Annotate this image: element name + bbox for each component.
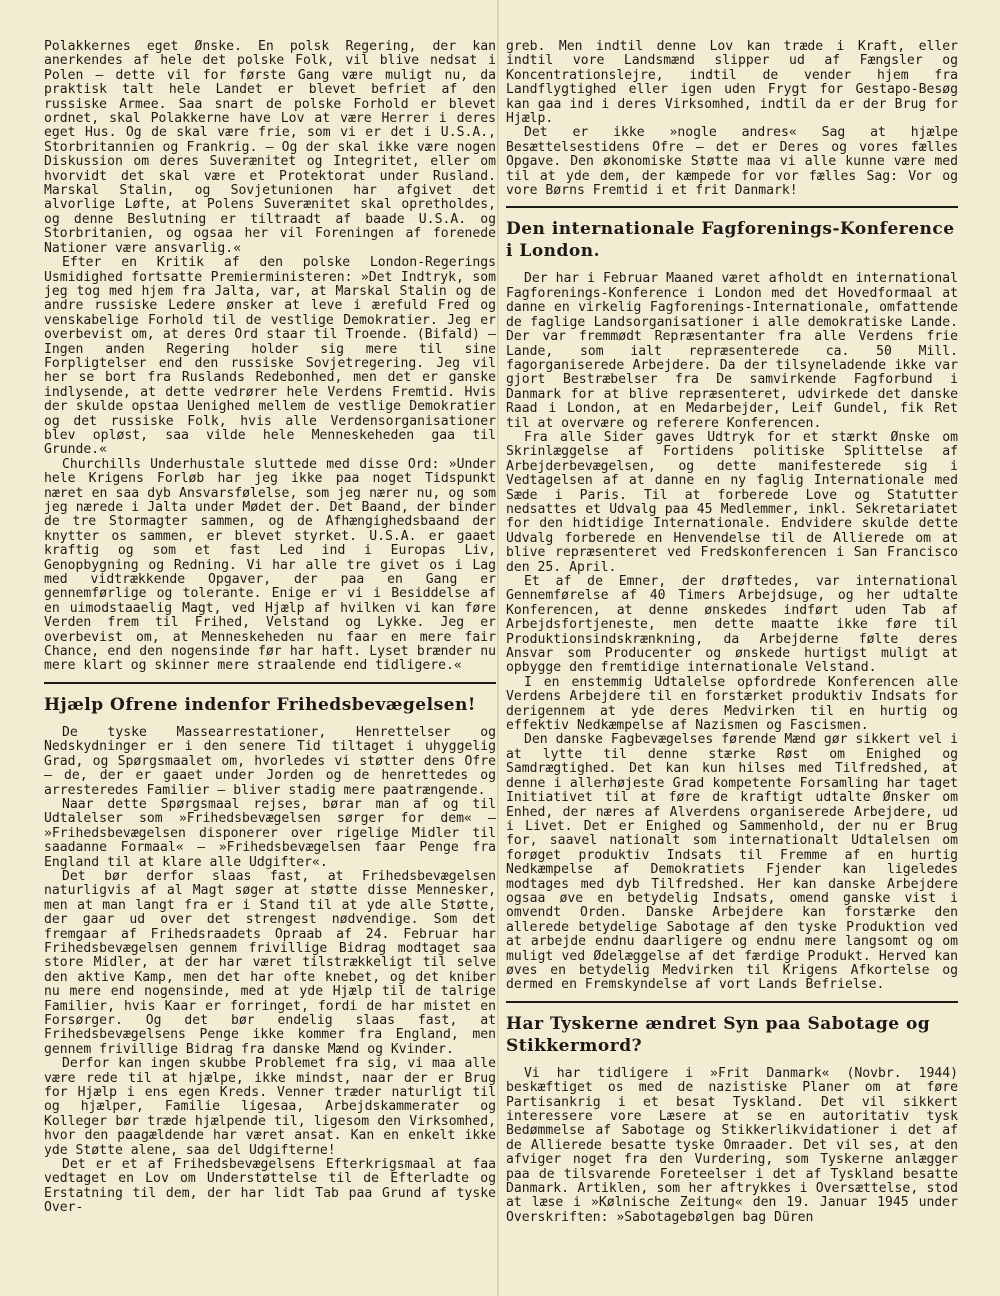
article-paragraph: Derfor kan ingen skubbe Problemet fra sig, vi maa alle være rede til at hjælpe, ikke mindst, naar der er Brug for Hjælp i ens egen Kreds. Venner træder naturligt til og hjælper, Familie ligesaa, Arbejdskammerater og Kolleger bør træde hjælpende til, ligesom den Virksomhed, hvor den paagældende har været ansat. Kan en enkelt ikke yde Støtte alene, saa del Udgifterne! [44,1056,496,1158]
article-paragraph: De tyske Massearrestationer, Henrettelser og Nedskydninger er i den senere Tid tiltaget i uhyggelig Grad, og Spørgsmaalet om, hvorledes vi støtter dens Ofre — de, der er gaaet under Jorden og de henrettedes og arresteredes Familier — bliver stadig mere paatrængende. [44,724,496,798]
right-column [506,40,958,1225]
section-divider [506,206,958,208]
article-paragraph: Fra alle Sider gaves Udtryk for et stærkt Ønske om Skrinlæggelse af Fortidens politiske Splittelse af Arbejderbevægelsen, og dette manifesterede sig i Vedtagelsen af at danne en ny faglig Internationale med Sæde i Paris. Til at forberede Love og Statutter nedsattes et Udvalg paa 45 Medlemmer, inkl. Sekretariatet for den hidtidige Internationale. Endvidere skulde dette Udvalg forberede en Henvendelse til de Allierede om at blive repræsenteret ved Fredskonferencen i San Francisco den 25. April. [506,429,958,575]
article-paragraph: Vi har tidligere i »Frit Danmark« (Novbr. 1944) beskæftiget os med de nazistiske Planer om at føre Partisankrig i et besat Tyskland. Det vil sikkert interessere vore Læsere at se en autoritativ tysk Bedømmelse af Sabotage og Stikkerlikvidationer i det af de Allierede besatte tyske Omraader. Det vil ses, at den afviger noget fra den Vurdering, som Tyskerne anlægger paa de tilsvarende Foreteelser i det af Tyskland besatte Danmark. Artiklen, som her aftrykkes i Oversættelse, stod at læse i »Kølnische Zeitung« den 19. Januar 1945 under Overskriften: »Sabotagebølgen bag Düren [506,1065,958,1225]
article-paragraph: Der har i Februar Maaned været afholdt en international Fagforenings-Konference i London med det Hovedformaal at danne en virkelig Fagforenings-Internationale, omfattende de faglige Landsorganisationer i alle demokratiske Lande. Der var fremmødt Repræsentanter fra alle Verdens frie Lande, som ialt repræsenterede ca. 50 Mill. fagorganiserede Arbejdere. Da der tilsyneladende ikke var gjort Bestræbelser fra De samvirkende Fagforbund i Danmark for at blive repræsenteret, udvirkede det danske Raad i London, at en Medarbejder, Leif Gundel, fik Ret til at overvære og referere Konferencen. [506,271,958,431]
article-paragraph: Det bør derfor slaas fast, at Frihedsbevægelsen naturligvis af al Magt søger at støtte disse Mennesker, men at man langt fra er i Stand til at yde alle Støtte, der gaar ud over det strengest nødvendige. Som det fremgaar af Frihedsraadets Opraab af 24. Februar har Frihedsbevægelsen gennem frivillige Bidrag modtaget saa store Midler, at der har været tilstrækkeligt til selve den aktive Kamp, men det har ofte knebet, og det kniber nu mere end nogensinde, med at yde Hjælp til de talrige Familier, hvis Kaar er forringet, fordi de har mistet en Forsørger. Og det bør endelig slaas fast, at Frihedsbevægelsens Penge ikke kommer fra England, men gennem frivillige Bidrag fra danske Mænd og Kvinder. [44,868,496,1057]
article-paragraph: Det er ikke »nogle andres« Sag at hjælpe Besættelsestidens Ofre — det er Deres og vores fælles Opgave. Den økonomiske Støtte maa vi alle kunne være med til at yde dem, der kæmpede for vor fælles Sag: Vor og vore Børns Fremtid i et frit Danmark! [506,125,958,199]
article-headline: Har Tyskerne ændret Syn paa Sabotage og Stikkermord? [506,1013,931,1056]
article-headline: Hjælp Ofrene indenfor Frihedsbevægelsen! [44,694,476,715]
article-paragraph: Churchills Underhustale sluttede med disse Ord: »Under hele Krigens Forløb har jeg ikke paa noget Tidspunkt næret en saa dyb Ansvarsfølelse, som jeg nærer nu, og som jeg nærede i Jalta under Mødet der. Det Baand, der binder de tre Stormagter sammen, og de Afhængighedsbaand der knytter os sammen, er blevet styrket. U.S.A. er gaaet kraftig og som et fast Led ind i Europas Liv, Genopbygning og Redning. Vi har alle tre givet os i Lag med vidtrækkende Opgaver, der paa en Gang er gennemførlige og tolerante. Enige er vi i Besiddelse af en uimodstaaelig Magt, ved Hjælp af hvilken vi kan føre Verden frem til Frihed, Velstand og Lykke. Jeg er overbevist om, at Menneskeheden nu faar en mere fair Chance, end den nogensinde før har haft. Lyset brænder nu mere klart og skinner mere straalende end tidligere.« [44,456,496,674]
article-paragraph: Polakkernes eget Ønske. En polsk Regering, der kan anerkendes af hele det polske Folk, vil blive nedsat i Polen — dette vil for første Gang være muligt nu, da praktisk talt hele Landet er blevet befriet af den russiske Armee. Saa snart de polske Forhold er blevet ordnet, skal Polakkerne have Lov at være Herrer i deres eget Hus. Og de skal være frie, som vi er det i U.S.A., Storbritannien og Frankrig. — Og der skal ikke være nogen Diskussion om deres Suverænitet og Integritet, eller om hvorvidt det skal være et Protektorat under Rusland. Marskal Stalin, og Sovjetunionen har afgivet det alvorlige Løfte, at Polens Suverænitet skal opretholdes, og denne Beslutning er tiltraadt af baade U.S.A. og Storbritanien, og ogsaa her vil Foreningen af forenede Nationer være ansvarlig.« [44,39,496,256]
article-paragraph: Det er et af Frihedsbevægelsens Efterkrigsmaal at faa vedtaget en Lov om Understøttelse til de Efterladte og Erstatning til dem, der har lidt Tab paa Grund af tyske Over- [44,1157,496,1216]
article-paragraph: Et af de Emner, der drøftedes, var international Gennemførelse af 40 Timers Arbejdsuge, og her udtalte Konferencen, at denne ønskedes indført uden Tab af Arbejdsfortjeneste, men dette maatte ikke føre til Produktionsindskrænkning, da Arbejderne følte deres Ansvar som Producenter og ønskede hurtigst muligt at opbygge den fremtidige internationale Velstand. [506,574,958,676]
page-fold [497,0,499,1296]
article-paragraph: Efter en Kritik af den polske London-Regerings Usmidighed fortsatte Premierministeren: »Det Indtryk, som jeg tog med hjem fra Jalta, var, at Marskal Stalin og de andre russiske Ledere ønsker at leve i ærefuld Fred og venskabelige Forhold til de vestlige Demokratier. Jeg er overbevist om, at deres Ord staar til Troende. (Bifald) — Ingen anden Regering holder sig mere til sine Forpligtelser end den russiske Sovjetregering. Jeg vil her se bort fra Ruslands Redebonhed, men det er ganske indlysende, at dette vedrører hele Verdens Fremtid. Hvis der skulde opstaa Uenighed mellem de vestlige Demokratier og det russiske Folk, hvis alle Verdensorganisationer blev opløst, saa vilde hele Menneskeheden gaa til Grunde.« [44,255,496,458]
section-divider [506,1001,958,1003]
section-divider [44,682,496,684]
article-paragraph: Naar dette Spørgsmaal rejses, børar man af og til Udtalelser som »Frihedsbevægelsen sørger for dem« — »Frihedsbevægelsen disponerer over rigelige Midler til saadanne Formaal« — »Frihedsbevægelsen faar Penge fra England til at klare alle Udgifter«. [44,796,496,870]
article-paragraph: I en enstemmig Udtalelse opfordrede Konferencen alle Verdens Arbejdere til en forstærket produktiv Indsats for derigennem at yde deres Medvirken til en hurtig og effektiv Nedkæmpelse af Nazismen og Fascismen. [506,674,958,734]
article-paragraph: Den danske Fagbevægelses førende Mænd gør sikkert vel i at lytte til denne stærke Røst om Enighed og Samdrægtighed. Det kan kun hilses med Tilfredshed, at denne i allerhøjeste Grad kompetente Forsamling har taget Initiativet til at føre de kraftigt udtalte Ønsker om Enhed, der næres af Alverdens organiserede Arbejdere, ud i Livet. Det er Enighed og Sammenhold, der nu er Brug for, saavel nationalt som internationalt Udtalelsen om forøget produktiv Indsats til Fremme af en hurtig Nedkæmpelse af Demokratiets Fjender kan ligeledes modtages med dyb Tilfredshed. Her kan danske Arbejdere ogsaa øve en betydelig Indsats, omend ganske vist i omvendt Orden. Danske Arbejdere kan forstærke den allerede betydelige Sabotage af den tyske Produktion ved at arbejde endnu daarligere og endnu mere langsomt og om muligt ved Ødelæggelse af det færdige Produkt. Herved kan øves en betydelig Medvirken til Krigens Afkortelse og dermed en Fremskyndelse af vort Lands Befrielse. [506,732,958,993]
left-column [44,40,496,1216]
article-headline: Den internationale Fagforenings-Konference i London. [506,219,955,262]
article-paragraph: greb. Men indtil denne Lov kan træde i Kraft, eller indtil vore Landsmænd slipper ud af Fængsler og Koncentrationslejre, indtil de vender hjem fra Landflygtighed eller igen uden Frygt for Gestapo-Besøg kan gaa ind i deres Virksomhed, indtil da er der Brug for Hjælp. [506,39,958,127]
